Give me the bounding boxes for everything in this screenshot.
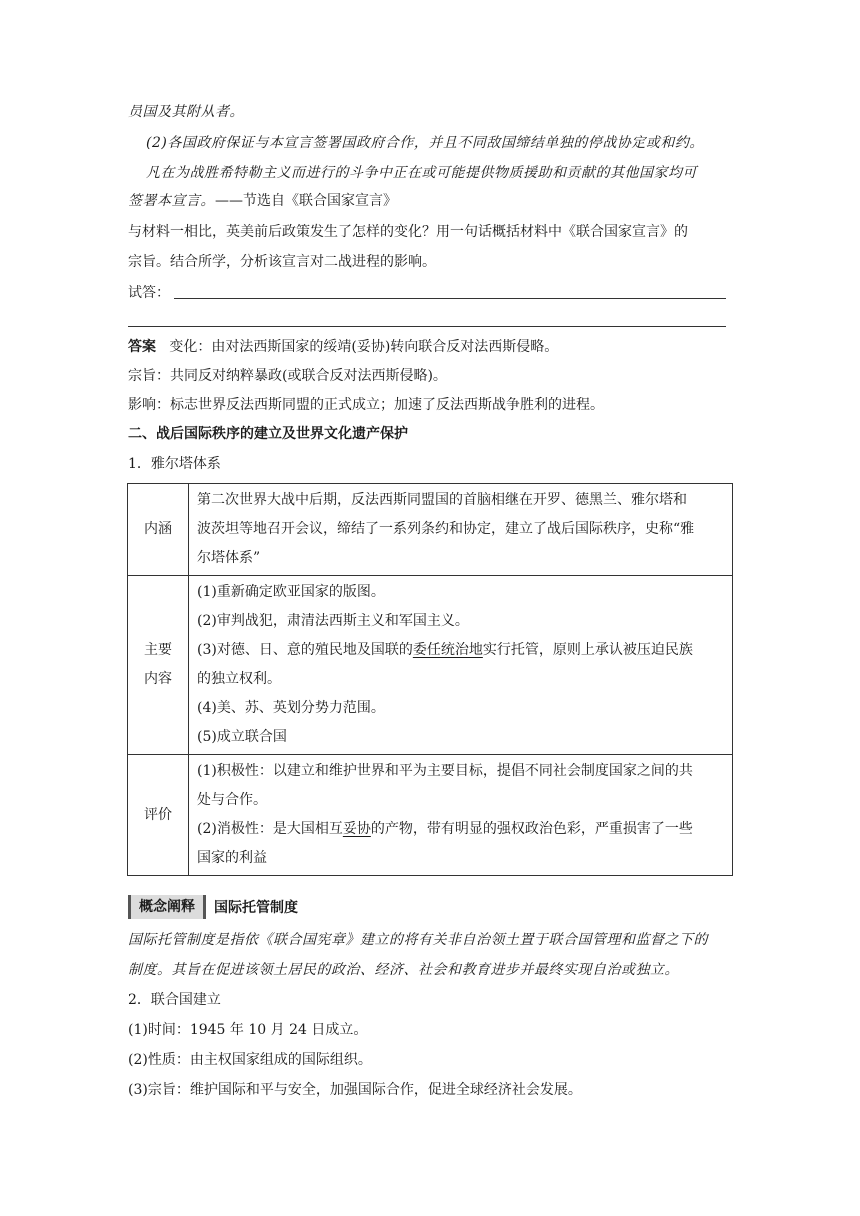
answer-blank-2[interactable]	[128, 326, 726, 327]
cell-text: 的产物，带有明显的强权政治色彩，严重损害了一些	[370, 821, 693, 837]
material-line-1: 员国及其附从者。	[128, 104, 244, 120]
concept-banner	[128, 895, 298, 919]
yalta-table	[127, 483, 733, 876]
material-line-4	[128, 191, 397, 211]
answer-purpose: 宗旨：共同反对纳粹暴政(或联合反对法西斯侵略)。	[128, 368, 447, 384]
cell-text: 实行托管，原则上承认被压迫民族	[482, 642, 693, 658]
un-time: (1)时间：1945 年 10 月 24 日成立。	[128, 1022, 368, 1038]
cell-line: (2)审判战犯，肃清法西斯主义和军国主义。	[197, 613, 469, 629]
material-line-4-text: 签署本宣言。	[128, 193, 215, 209]
row-head-content-a: 主要	[144, 642, 172, 658]
material-line-3: 凡在为战胜希特勒主义而进行的斗争中正在或可能提供物质援助和贡献的其他国家均可	[146, 165, 697, 181]
cell-line: 第二次世界大战中后期，反法西斯同盟国的首脑相继在开罗、德黑兰、雅尔塔和	[197, 492, 687, 508]
cell-line: (5)成立联合国	[197, 729, 287, 745]
un-heading: 2．联合国建立	[128, 992, 221, 1008]
un-nature: (2)性质：由主权国家组成的国际组织。	[128, 1052, 372, 1068]
concept-tag: 概念阐释	[128, 895, 206, 919]
concept-line-2: 制度。其旨在促进该领土居民的政治、经济、社会和教育进步并最终实现自治或独立。	[128, 962, 679, 978]
question-line-2: 宗旨。结合所学，分析该宣言对二战进程的影响。	[128, 254, 436, 270]
cell-line: (4)美、苏、英划分势力范围。	[197, 700, 385, 716]
cell-line: 的独立权利。	[197, 671, 281, 687]
answer-change	[128, 337, 558, 357]
underlined-term: 妥协	[342, 821, 371, 837]
row-head-content	[128, 576, 189, 755]
row-body-content	[189, 576, 733, 755]
row-body-connotation	[189, 484, 733, 576]
row-head-connotation: 内涵	[128, 484, 189, 576]
table-row	[128, 576, 733, 755]
cell-line: (1)重新确定欧亚国家的版图。	[197, 584, 385, 600]
row-head-content-b: 内容	[144, 671, 172, 687]
cell-line	[197, 815, 726, 844]
un-purpose: (3)宗旨：维护国际和平与安全，加强国际合作，促进全球经济社会发展。	[128, 1082, 582, 1098]
answer-change-text: 变化：由对法西斯国家的绥靖(妥协)转向联合反对法西斯侵略。	[169, 339, 559, 355]
cell-line: 国家的利益	[197, 850, 267, 866]
underlined-term: 委任统治地	[412, 642, 483, 658]
cell-line: 尔塔体系”	[197, 550, 261, 566]
cell-line: 波茨坦等地召开会议，缔结了一系列条约和协定，建立了战后国际秩序，史称“雅	[197, 521, 695, 537]
answer-blank-1[interactable]	[174, 298, 726, 299]
question-line-1: 与材料一相比，英美前后政策发生了怎样的变化？用一句话概括材料中《联合国家宣言》的	[128, 224, 688, 240]
answer-prompt: 试答：	[128, 285, 170, 301]
concept-title: 国际托管制度	[214, 900, 298, 916]
cell-text: (2)消极性：是大国相互	[197, 821, 343, 837]
table-row	[128, 755, 733, 876]
answer-label: 答案	[128, 339, 156, 355]
answer-impact: 影响：标志世界反法西斯同盟的正式成立；加速了反法西斯战争胜利的进程。	[128, 397, 604, 413]
cell-line: (1)积极性：以建立和维护世界和平为主要目标，提倡不同社会制度国家之间的共	[197, 763, 693, 779]
cell-text: (3)对德、日、意的殖民地及国联的	[197, 642, 413, 658]
material-line-2: (2)各国政府保证与本宣言签署国政府合作，并且不同敌国缔结单独的停战协定或和约。	[146, 135, 704, 151]
cell-line: 处与合作。	[197, 792, 267, 808]
row-head-evaluation: 评价	[128, 755, 189, 876]
concept-line-1: 国际托管制度是指依《联合国宪章》建立的将有关非自治领土置于联合国管理和监督之下的	[128, 932, 708, 948]
row-body-evaluation	[189, 755, 733, 876]
table-row	[128, 484, 733, 576]
material-source: ——节选自《联合国家宣言》	[215, 193, 397, 209]
cell-line	[197, 636, 726, 665]
section-heading: 二、战后国际秩序的建立及世界文化遗产保护	[128, 426, 408, 442]
subsection-yalta: 1．雅尔塔体系	[128, 456, 221, 472]
